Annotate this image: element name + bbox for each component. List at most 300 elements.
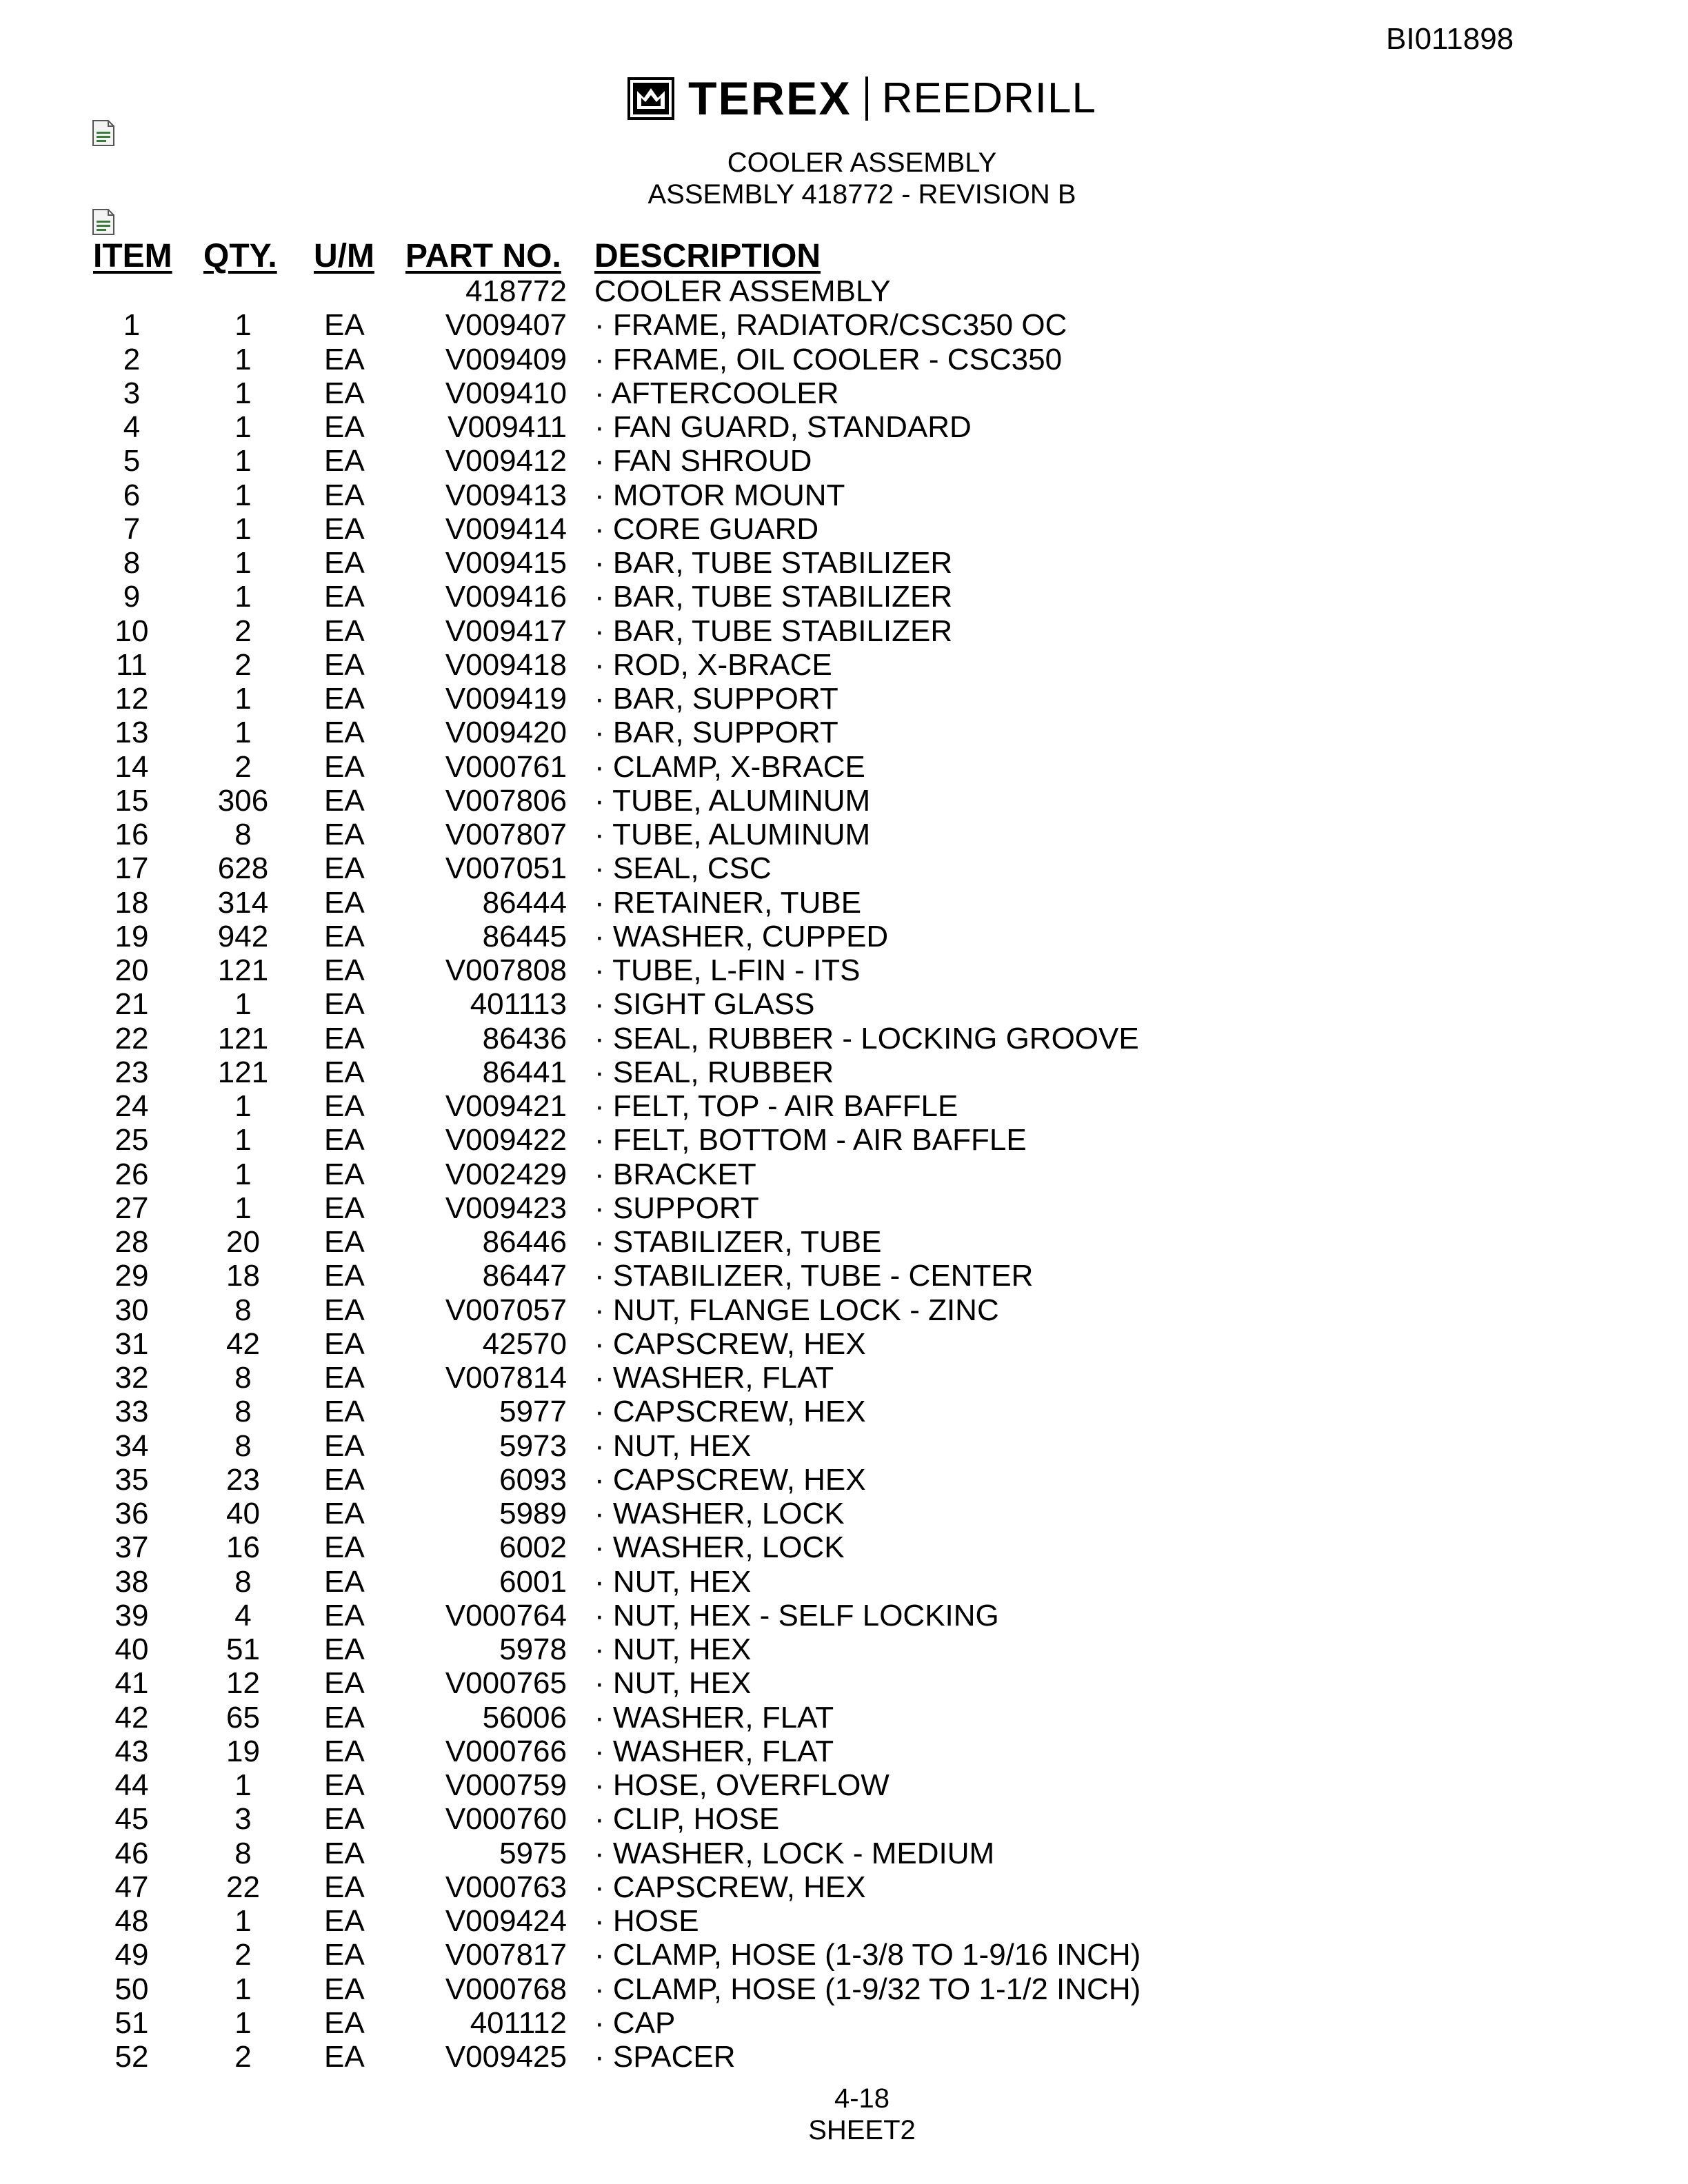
cell-part-no: V009419 — [445, 682, 567, 716]
cell-qty: 19 — [226, 1734, 260, 1768]
cell-part-no: V007807 — [445, 818, 567, 851]
cell-item: 21 — [114, 987, 149, 1022]
cell-description: · FELT, TOP - AIR BAFFLE — [594, 1089, 958, 1123]
cell-um: EA — [324, 1904, 365, 1938]
cell-um: EA — [324, 1497, 365, 1530]
cell-um: EA — [324, 1021, 365, 1055]
cell-item: 22 — [114, 1021, 149, 1055]
cell-um: EA — [324, 1836, 365, 1870]
cell-um: EA — [324, 2005, 365, 2040]
cell-item: 50 — [114, 1972, 149, 2006]
cell-qty: 628 — [217, 851, 269, 886]
cell-qty: 1 — [234, 546, 252, 580]
table-row — [0, 1972, 1688, 2006]
cell-um: EA — [324, 1598, 365, 1632]
cell-description: · FRAME, OIL COOLER - CSC350 — [594, 342, 1063, 376]
cell-item: 27 — [114, 1191, 149, 1225]
cell-item: 15 — [114, 783, 149, 818]
cell-part-no: V000761 — [445, 749, 567, 784]
cell-description: · WASHER, LOCK — [594, 1497, 845, 1530]
cell-description: · WASHER, FLAT — [594, 1700, 834, 1735]
cell-description: · FAN SHROUD — [594, 444, 812, 478]
cell-part-no: V009421 — [445, 1089, 567, 1123]
cell-part-no: V009410 — [445, 376, 567, 410]
cell-um: EA — [324, 919, 365, 953]
cell-qty: 8 — [234, 1395, 252, 1429]
cell-description: · TUBE, ALUMINUM — [594, 818, 871, 851]
table-row — [0, 1497, 1688, 1530]
cell-item: 9 — [123, 580, 141, 614]
table-row — [0, 750, 1688, 784]
cell-um: EA — [324, 1938, 365, 1972]
cell-part-no: 5973 — [499, 1428, 567, 1463]
cell-description: · CLIP, HOSE — [594, 1802, 780, 1837]
cell-part-no: V007817 — [445, 1938, 567, 1972]
title-line-2: ASSEMBLY 418772 - REVISION B — [647, 179, 1076, 210]
cell-qty: 8 — [234, 1836, 252, 1870]
cell-part-no: 6093 — [499, 1462, 567, 1497]
cell-item: 19 — [114, 919, 149, 953]
document-icon[interactable] — [91, 208, 116, 236]
table-row — [0, 1837, 1688, 1870]
cell-part-no: 5989 — [499, 1497, 567, 1530]
table-row — [0, 953, 1688, 987]
table-row — [0, 1395, 1688, 1428]
cell-description: · NUT, HEX — [594, 1564, 752, 1599]
cell-item: 20 — [114, 953, 149, 987]
cell-item: 7 — [123, 512, 141, 546]
cell-um: EA — [324, 1055, 365, 1089]
cell-part-no: V009424 — [445, 1904, 567, 1938]
table-row — [0, 987, 1688, 1021]
cell-um: EA — [324, 580, 365, 614]
cell-um: EA — [324, 308, 365, 343]
table-row — [0, 614, 1688, 648]
cell-part-no: V009416 — [445, 580, 567, 614]
logo-reedrill-text: REEDRILL — [881, 74, 1096, 122]
table-row — [0, 376, 1688, 410]
table-row — [0, 784, 1688, 818]
cell-description: · FELT, BOTTOM - AIR BAFFLE — [594, 1123, 1027, 1157]
cell-item: 12 — [114, 682, 149, 716]
logo-separator — [865, 77, 868, 121]
cell-qty: 18 — [226, 1259, 260, 1293]
cell-description: · WASHER, FLAT — [594, 1734, 834, 1768]
cell-part-no: V000766 — [445, 1734, 567, 1768]
cell-um: EA — [324, 1089, 365, 1123]
cell-qty: 8 — [234, 818, 252, 851]
table-row — [0, 648, 1688, 682]
cell-um: EA — [324, 1293, 365, 1327]
cell-description: · FAN GUARD, STANDARD — [594, 410, 972, 444]
cell-item: 32 — [114, 1361, 149, 1395]
cell-item: 17 — [114, 851, 149, 886]
cell-um: EA — [324, 2040, 365, 2074]
table-row — [0, 1565, 1688, 1599]
table-row — [0, 274, 1688, 308]
cell-part-no: V007814 — [445, 1361, 567, 1395]
table-row — [0, 1327, 1688, 1361]
cell-um: EA — [324, 1972, 365, 2006]
cell-description: · TUBE, ALUMINUM — [594, 783, 871, 818]
cell-item: 44 — [114, 1768, 149, 1802]
cell-description: · NUT, FLANGE LOCK - ZINC — [594, 1293, 999, 1327]
cell-item: 41 — [114, 1666, 149, 1701]
cell-part-no: V009409 — [445, 342, 567, 376]
cell-description: · BRACKET — [594, 1157, 756, 1191]
parts-table — [0, 274, 1688, 2074]
cell-part-no: V009415 — [445, 546, 567, 580]
cell-item: 47 — [114, 1870, 149, 1904]
cell-description: · BAR, SUPPORT — [594, 682, 838, 716]
cell-qty: 65 — [226, 1700, 260, 1735]
cell-part-no: V009413 — [445, 478, 567, 512]
table-row — [0, 1599, 1688, 1632]
cell-part-no: V007808 — [445, 953, 567, 987]
table-row — [0, 546, 1688, 580]
cell-item: 14 — [114, 749, 149, 784]
cell-qty: 8 — [234, 1428, 252, 1463]
cell-qty: 42 — [226, 1326, 260, 1361]
cell-item: 1 — [123, 308, 141, 343]
cell-um: EA — [324, 546, 365, 580]
cell-description: · SEAL, RUBBER - LOCKING GROOVE — [594, 1021, 1139, 1055]
cell-um: EA — [324, 1564, 365, 1599]
cell-um: EA — [324, 1632, 365, 1666]
table-row — [0, 1225, 1688, 1259]
cell-um: EA — [324, 818, 365, 851]
cell-um: EA — [324, 1666, 365, 1701]
cell-part-no: V000764 — [445, 1598, 567, 1632]
cell-qty: 51 — [226, 1632, 260, 1666]
cell-description: · TUBE, L-FIN - ITS — [594, 953, 861, 987]
table-row — [0, 478, 1688, 512]
cell-um: EA — [324, 716, 365, 750]
cell-qty: 1 — [234, 512, 252, 546]
cell-item: 28 — [114, 1225, 149, 1259]
table-row — [0, 851, 1688, 885]
cell-description: · BAR, TUBE STABILIZER — [594, 614, 953, 648]
cell-qty: 1 — [234, 342, 252, 376]
cell-description: · WASHER, LOCK — [594, 1530, 845, 1565]
table-row — [0, 1429, 1688, 1463]
cell-item: 49 — [114, 1938, 149, 1972]
cell-description: · BAR, SUPPORT — [594, 716, 838, 750]
cell-um: EA — [324, 1395, 365, 1429]
cell-description: · BAR, TUBE STABILIZER — [594, 546, 953, 580]
table-row — [0, 1735, 1688, 1768]
cell-qty: 4 — [234, 1598, 252, 1632]
cell-item: 40 — [114, 1632, 149, 1666]
cell-um: EA — [324, 478, 365, 512]
cell-item: 46 — [114, 1836, 149, 1870]
cell-part-no: 42570 — [482, 1326, 567, 1361]
cell-description: · WASHER, LOCK - MEDIUM — [594, 1836, 995, 1870]
cell-item: 34 — [114, 1428, 149, 1463]
cell-description: · SEAL, CSC — [594, 851, 772, 886]
cell-um: EA — [324, 1462, 365, 1497]
cell-description: · CLAMP, HOSE (1-3/8 TO 1-9/16 INCH) — [594, 1938, 1141, 1972]
cell-qty: 2 — [234, 2040, 252, 2074]
table-row — [0, 1157, 1688, 1191]
cell-part-no: 401112 — [470, 2005, 567, 2040]
cell-um: EA — [324, 1428, 365, 1463]
table-row — [0, 682, 1688, 716]
cell-um: EA — [324, 1870, 365, 1904]
header-part-no: PART NO. — [405, 238, 561, 274]
cell-qty: 121 — [217, 953, 269, 987]
cell-item: 51 — [114, 2005, 149, 2040]
cell-part-no: 86436 — [482, 1021, 567, 1055]
cell-qty: 1 — [234, 478, 252, 512]
document-icon[interactable] — [91, 119, 116, 147]
cell-um: EA — [324, 1123, 365, 1157]
header-description: DESCRIPTION — [594, 238, 821, 274]
cell-qty: 1 — [234, 1089, 252, 1123]
table-row — [0, 1701, 1688, 1735]
cell-item: 35 — [114, 1462, 149, 1497]
cell-description: · WASHER, FLAT — [594, 1361, 834, 1395]
cell-um: EA — [324, 749, 365, 784]
cell-qty: 16 — [226, 1530, 260, 1565]
table-row — [0, 2006, 1688, 2040]
cell-item: 29 — [114, 1259, 149, 1293]
cell-qty: 1 — [234, 987, 252, 1022]
cell-qty: 20 — [226, 1225, 260, 1259]
cell-description: · CAPSCREW, HEX — [594, 1395, 866, 1429]
cell-description: · SEAL, RUBBER — [594, 1055, 834, 1089]
cell-qty: 121 — [217, 1055, 269, 1089]
cell-qty: 2 — [234, 647, 252, 682]
cell-qty: 1 — [234, 1904, 252, 1938]
cell-part-no: V009412 — [445, 444, 567, 478]
cell-item: 30 — [114, 1293, 149, 1327]
table-row — [0, 580, 1688, 614]
cell-qty: 1 — [234, 682, 252, 716]
cell-part-no: V009414 — [445, 512, 567, 546]
cell-um: EA — [324, 342, 365, 376]
cell-part-no: V009420 — [445, 716, 567, 750]
cell-qty: 8 — [234, 1564, 252, 1599]
cell-part-no: V007806 — [445, 783, 567, 818]
header-item: ITEM — [93, 238, 172, 274]
cell-item: 26 — [114, 1157, 149, 1191]
cell-qty: 12 — [226, 1666, 260, 1701]
cell-part-no: 86444 — [482, 885, 567, 920]
cell-qty: 1 — [234, 1972, 252, 2006]
cell-um: EA — [324, 1530, 365, 1565]
cell-qty: 2 — [234, 614, 252, 648]
cell-qty: 1 — [234, 580, 252, 614]
table-row — [0, 1123, 1688, 1157]
cell-part-no: 5977 — [499, 1395, 567, 1429]
page-number: 4-18 — [834, 2083, 890, 2114]
cell-qty: 1 — [234, 410, 252, 444]
cell-um: EA — [324, 682, 365, 716]
cell-qty: 1 — [234, 444, 252, 478]
cell-part-no: 6002 — [499, 1530, 567, 1565]
cell-um: EA — [324, 1191, 365, 1225]
table-row — [0, 308, 1688, 342]
cell-description: · NUT, HEX — [594, 1666, 752, 1701]
cell-part-no: V009418 — [445, 647, 567, 682]
cell-qty: 2 — [234, 749, 252, 784]
cell-part-no: 56006 — [482, 1700, 567, 1735]
cell-um: EA — [324, 851, 365, 886]
logo-terex-text: TEREX — [688, 72, 852, 125]
cell-description: COOLER ASSEMBLY — [594, 274, 891, 308]
table-row — [0, 1089, 1688, 1123]
cell-description: · HOSE, OVERFLOW — [594, 1768, 890, 1802]
cell-item: 33 — [114, 1395, 149, 1429]
cell-part-no: 418772 — [465, 274, 567, 308]
cell-qty: 1 — [234, 1157, 252, 1191]
cell-item: 3 — [123, 376, 141, 410]
cell-qty: 40 — [226, 1497, 260, 1530]
cell-part-no: 6001 — [499, 1564, 567, 1599]
cell-um: EA — [324, 953, 365, 987]
column-headers — [0, 237, 1688, 279]
title-line-1: COOLER ASSEMBLY — [727, 148, 997, 178]
cell-description: · ROD, X-BRACE — [594, 647, 832, 682]
cell-um: EA — [324, 987, 365, 1022]
cell-item: 38 — [114, 1564, 149, 1599]
cell-um: EA — [324, 614, 365, 648]
cell-description: · STABILIZER, TUBE - CENTER — [594, 1259, 1034, 1293]
table-row — [0, 1293, 1688, 1327]
cell-part-no: V009425 — [445, 2040, 567, 2074]
cell-um: EA — [324, 1259, 365, 1293]
cell-item: 18 — [114, 885, 149, 920]
cell-item: 48 — [114, 1904, 149, 1938]
cell-description: · STABILIZER, TUBE — [594, 1225, 882, 1259]
cell-um: EA — [324, 1157, 365, 1191]
cell-part-no: V000759 — [445, 1768, 567, 1802]
cell-qty: 1 — [234, 376, 252, 410]
cell-description: · BAR, TUBE STABILIZER — [594, 580, 953, 614]
table-row — [0, 716, 1688, 749]
cell-part-no: V009411 — [448, 410, 567, 444]
cell-description: · WASHER, CUPPED — [594, 919, 889, 953]
table-row — [0, 920, 1688, 953]
cell-item: 8 — [123, 546, 141, 580]
table-row — [0, 1191, 1688, 1225]
cell-qty: 8 — [234, 1293, 252, 1327]
cell-item: 5 — [123, 444, 141, 478]
cell-item: 13 — [114, 716, 149, 750]
cell-description: · SIGHT GLASS — [594, 987, 815, 1022]
cell-um: EA — [324, 444, 365, 478]
cell-part-no: V007057 — [445, 1293, 567, 1327]
cell-item: 23 — [114, 1055, 149, 1089]
cell-um: EA — [324, 1768, 365, 1802]
table-row — [0, 1870, 1688, 1904]
cell-um: EA — [324, 512, 365, 546]
cell-part-no: 401113 — [470, 987, 567, 1022]
cell-qty: 2 — [234, 1938, 252, 1972]
table-row — [0, 1361, 1688, 1395]
cell-item: 4 — [123, 410, 141, 444]
table-row — [0, 1938, 1688, 1972]
cell-um: EA — [324, 647, 365, 682]
table-row — [0, 444, 1688, 478]
cell-part-no: V009423 — [445, 1191, 567, 1225]
table-row — [0, 1632, 1688, 1666]
cell-part-no: V009417 — [445, 614, 567, 648]
header-qty: QTY. — [203, 238, 277, 274]
cell-description: · CAPSCREW, HEX — [594, 1870, 866, 1904]
cell-qty: 1 — [234, 308, 252, 343]
cell-description: · MOTOR MOUNT — [594, 478, 845, 512]
cell-item: 16 — [114, 818, 149, 851]
cell-qty: 22 — [226, 1870, 260, 1904]
cell-item: 11 — [116, 647, 148, 682]
cell-part-no: V000763 — [445, 1870, 567, 1904]
cell-description: · CAPSCREW, HEX — [594, 1462, 866, 1497]
cell-description: · NUT, HEX — [594, 1428, 752, 1463]
cell-item: 36 — [114, 1497, 149, 1530]
cell-description: · CAPSCREW, HEX — [594, 1326, 866, 1361]
cell-item: 6 — [123, 478, 141, 512]
table-row — [0, 1055, 1688, 1089]
cell-um: EA — [324, 1326, 365, 1361]
cell-um: EA — [324, 410, 365, 444]
cell-um: EA — [324, 783, 365, 818]
cell-part-no: V002429 — [445, 1157, 567, 1191]
cell-part-no: V000765 — [445, 1666, 567, 1701]
cell-description: · SUPPORT — [594, 1191, 759, 1225]
cell-item: 24 — [114, 1089, 149, 1123]
cell-part-no: V007051 — [445, 851, 567, 886]
cell-qty: 1 — [234, 1123, 252, 1157]
table-row — [0, 1904, 1688, 1938]
cell-item: 43 — [114, 1734, 149, 1768]
cell-description: · RETAINER, TUBE — [594, 885, 862, 920]
cell-part-no: V009422 — [445, 1123, 567, 1157]
cell-item: 42 — [114, 1700, 149, 1735]
cell-item: 52 — [114, 2040, 149, 2074]
cell-description: · CORE GUARD — [594, 512, 819, 546]
cell-um: EA — [324, 1802, 365, 1837]
cell-description: · NUT, HEX - SELF LOCKING — [594, 1598, 999, 1632]
table-row — [0, 1666, 1688, 1700]
cell-description: · FRAME, RADIATOR/CSC350 OC — [594, 308, 1067, 343]
table-row — [0, 2040, 1688, 2074]
table-row — [0, 512, 1688, 546]
cell-qty: 314 — [217, 885, 269, 920]
cell-item: 10 — [114, 614, 149, 648]
cell-part-no: V000768 — [445, 1972, 567, 2006]
cell-description: · SPACER — [594, 2040, 736, 2074]
cell-um: EA — [324, 1700, 365, 1735]
cell-part-no: V009407 — [445, 308, 567, 343]
table-row — [0, 1463, 1688, 1497]
cell-description: · CLAMP, HOSE (1-9/32 TO 1-1/2 INCH) — [594, 1972, 1141, 2006]
cell-qty: 1 — [234, 2005, 252, 2040]
table-row — [0, 1022, 1688, 1055]
table-row — [0, 886, 1688, 920]
cell-um: EA — [324, 1361, 365, 1395]
cell-um: EA — [324, 376, 365, 410]
cell-um: EA — [324, 1225, 365, 1259]
cell-qty: 942 — [217, 919, 269, 953]
cell-um: EA — [324, 885, 365, 920]
cell-item: 2 — [123, 342, 141, 376]
cell-qty: 23 — [226, 1462, 260, 1497]
table-row — [0, 1259, 1688, 1293]
cell-part-no: 5975 — [499, 1836, 567, 1870]
cell-part-no: 5978 — [499, 1632, 567, 1666]
